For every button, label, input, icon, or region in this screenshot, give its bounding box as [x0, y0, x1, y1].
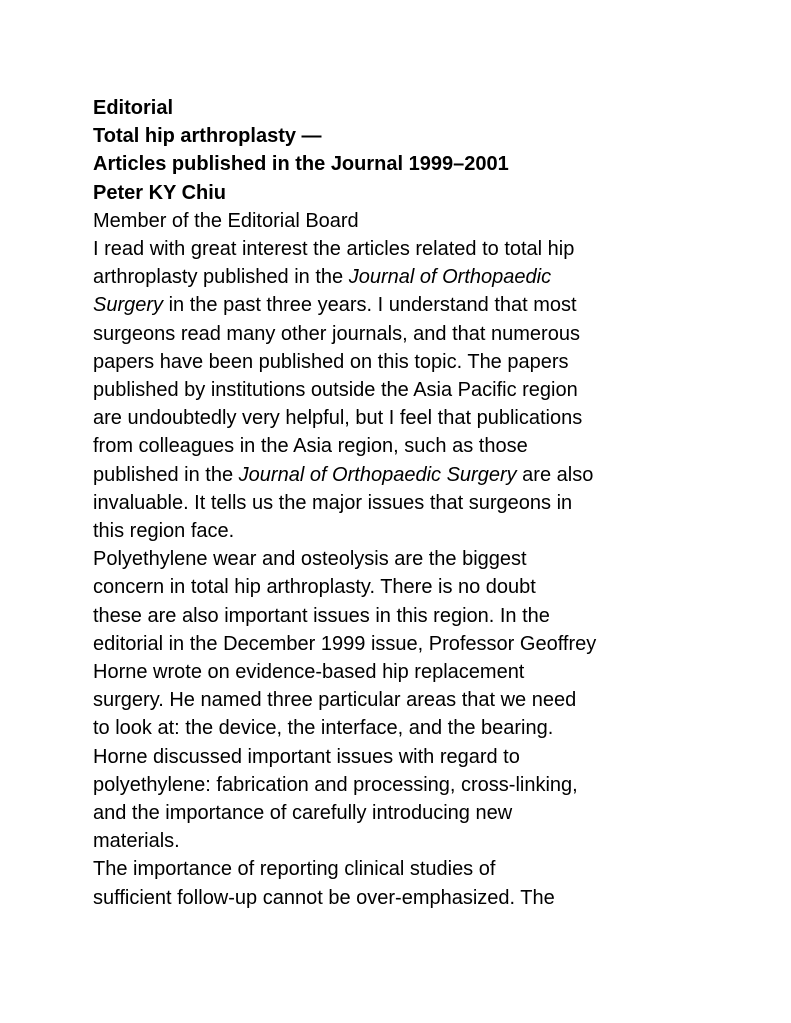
document-page — [93, 94, 653, 912]
paragraph-line: published by institutions outside the Asia Pacific region — [93, 379, 578, 402]
article-title-line-2: Articles published in the Journal 1999–2001 — [93, 153, 509, 176]
paragraph-line: surgeons read many other journals, and that numerous — [93, 322, 580, 345]
paragraph-line: polyethylene: fabrication and processing, cross-linking, — [93, 773, 578, 796]
author-affiliation: Member of the Editorial Board — [93, 209, 359, 232]
paragraph-line: The importance of reporting clinical studies of — [93, 858, 496, 881]
paragraph-line: these are also important issues in this region. In the — [93, 604, 550, 627]
text-run: arthroplasty published in the — [93, 266, 349, 289]
text-run: published in the — [93, 463, 239, 486]
section-label: Editorial — [93, 97, 174, 119]
paragraph-line: invaluable. It tells us the major issues that surgeons in — [93, 491, 573, 514]
journal-title-italic: Journal of Orthopaedic — [348, 266, 552, 289]
author-name: Peter KY Chiu — [93, 181, 226, 204]
paragraph-line: I read with great interest the articles related to total hip — [93, 238, 575, 261]
article-title-line-1: Total hip arthroplasty — — [93, 125, 322, 148]
text-run: in the past three years. I understand that most — [163, 294, 577, 317]
paragraph-line: sufficient follow-up cannot be over-emphasized. The — [93, 886, 555, 909]
journal-title-italic: Journal of Orthopaedic Surgery — [238, 463, 517, 486]
journal-title-italic: Surgery — [93, 294, 164, 317]
paragraph-line — [93, 291, 653, 319]
paragraph-line: from colleagues in the Asia region, such as those — [93, 435, 528, 458]
paragraph-line: Horne discussed important issues with regard to — [93, 745, 520, 768]
paragraph-line: Horne wrote on evidence-based hip replacement — [93, 661, 525, 684]
paragraph-1 — [93, 235, 653, 545]
paragraph-line: materials. — [93, 830, 180, 853]
paragraph-line: papers have been published on this topic. The papers — [93, 350, 569, 373]
paragraph-line: and the importance of carefully introducing new — [93, 802, 513, 825]
paragraph-line — [93, 263, 653, 291]
paragraph-line: Polyethylene wear and osteolysis are the biggest — [93, 548, 527, 571]
document-header — [93, 94, 653, 235]
paragraph-line: are undoubtedly very helpful, but I feel that publications — [93, 407, 583, 430]
paragraph-line: concern in total hip arthroplasty. There is no doubt — [93, 576, 536, 599]
paragraph-line: editorial in the December 1999 issue, Professor Geoffrey — [93, 632, 597, 655]
paragraph-3 — [93, 855, 653, 911]
paragraph-line: surgery. He named three particular areas that we need — [93, 689, 577, 712]
paragraph-line: to look at: the device, the interface, and the bearing. — [93, 717, 554, 740]
paragraph-line: this region face. — [93, 520, 235, 543]
paragraph-2 — [93, 545, 653, 855]
text-run: are also — [516, 463, 594, 486]
paragraph-line — [93, 461, 653, 489]
